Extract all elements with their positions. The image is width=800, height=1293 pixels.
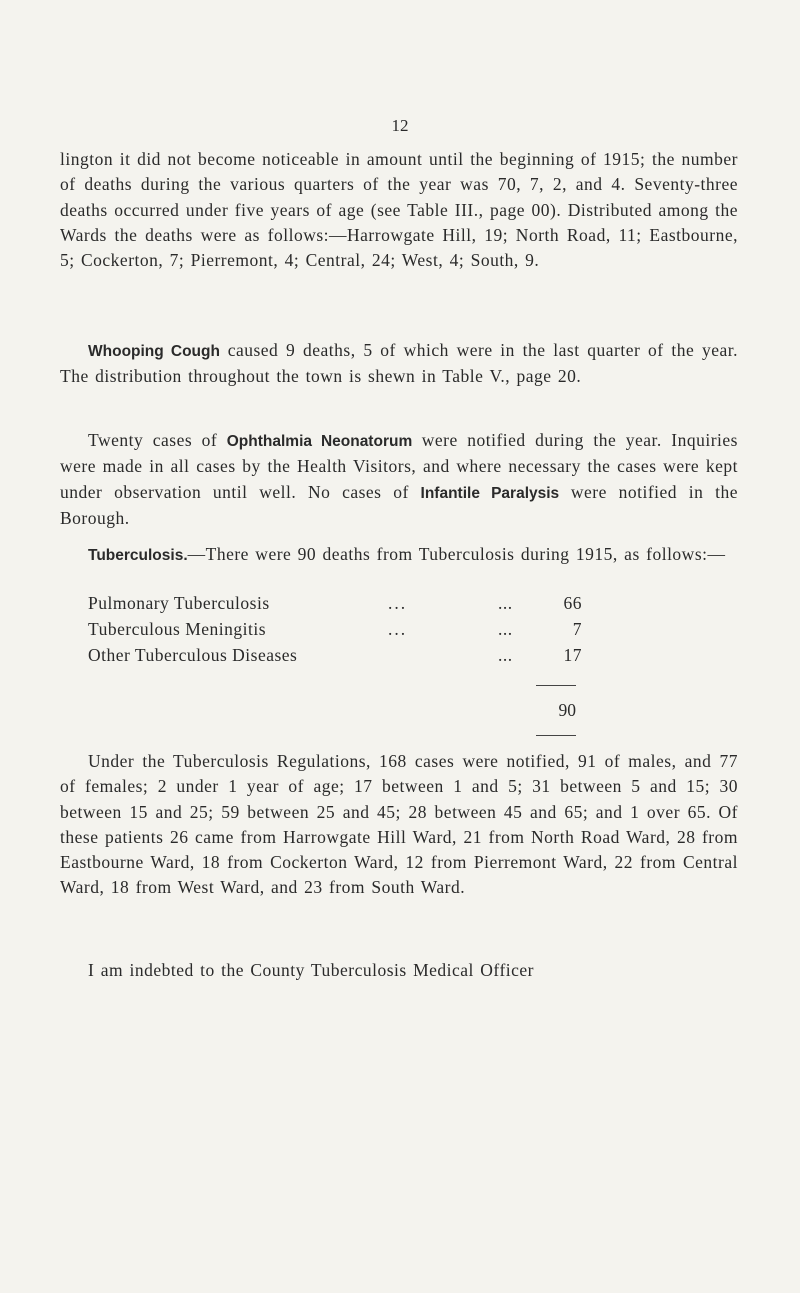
leader-dots: ... [498, 593, 513, 613]
table-row-label: Pulmonary Tuberculosis [88, 593, 270, 613]
heading-ophthalmia-neonatorum: Ophthalmia Neonatorum [226, 433, 413, 450]
table-row [88, 619, 582, 645]
leader-dots: ... [498, 619, 513, 639]
paragraph-tuberculosis-regulations: Under the Tuberculosis Regulations, 168 cases were notified, 91 of males, and 77 of females; 2 under 1 year of age; 17 between 1 and 5; 31 between 5 and 15; 30 between 15 and 25; 59 between 25 and 45; 28 between 45 and 65; and 1 over 65. Of these patients 26 came from Harrowgate Hill Ward, 21 from North Road Ward, 28 from Eastbourne Ward, 18 from Cockerton Ward, 12 from Pierremont Ward, 22 from Central Ward, 18 from West Ward, and 23 from South Ward. [60, 751, 738, 898]
table-row-value: 7 [572, 619, 582, 639]
paragraph-whooping-cough [60, 338, 738, 390]
ophthalmia-text-1: Twenty cases of [88, 430, 227, 450]
page-number: 12 [391, 116, 409, 135]
heading-tuberculosis: Tuberculosis. [88, 547, 188, 564]
tuberculosis-intro-text: —There were 90 deaths from Tuberculosis during 1915, as follows:— [187, 544, 726, 564]
table-row [88, 645, 582, 671]
table-row-value: 66 [563, 593, 582, 613]
whooping-cough-text: caused 9 deaths, 5 of which were in the last quarter of the year. The distribution throughout the town is shewn in Table V., page 20. [60, 340, 738, 387]
table-total: 90 [558, 700, 576, 720]
paragraph-tuberculosis [60, 542, 738, 568]
leader-dots: ... [498, 645, 513, 665]
paragraph-ophthalmia [60, 428, 738, 531]
table-row [88, 593, 582, 619]
sum-rule-bottom [536, 735, 576, 736]
ophthalmia-text-2: were notified during the year. Inquiries were made in all cases by the Health Visitors, and where necessary the cases were kept under observation until well. No cases of [60, 430, 738, 502]
table-row-label: Other Tuberculous Diseases [88, 645, 298, 665]
leader-dots: ... [388, 619, 408, 639]
leader-dots: ... [388, 593, 408, 613]
paragraph-smallpox-continuation: lington it did not become noticeable in amount until the beginning of 1915; the number of deaths during the various quarters of the year was 70, 7, 2, and 4. Seventy-three deaths occurred under five years of age (see Table III., page 00). Distributed among the Wards the deaths were as follows:—Harrowgate Hill, 19; North Road, 11; Eastbourne, 5; Cockerton, 7; Pierremont, 4; Central, 24; West, 4; South, 9. [60, 149, 738, 271]
sum-rule-top [536, 685, 576, 686]
tuberculosis-deaths-table [88, 593, 582, 671]
paragraph-indebted: I am indebted to the County Tuberculosis Medical Officer [88, 960, 534, 980]
table-row-label: Tuberculous Meningitis [88, 619, 267, 639]
table-row-value: 17 [563, 645, 582, 665]
heading-whooping-cough: Whooping Cough [88, 343, 220, 360]
heading-infantile-paralysis: Infantile Paralysis [420, 484, 560, 502]
ophthalmia-text-3: were notified in the Borough. [60, 481, 738, 528]
